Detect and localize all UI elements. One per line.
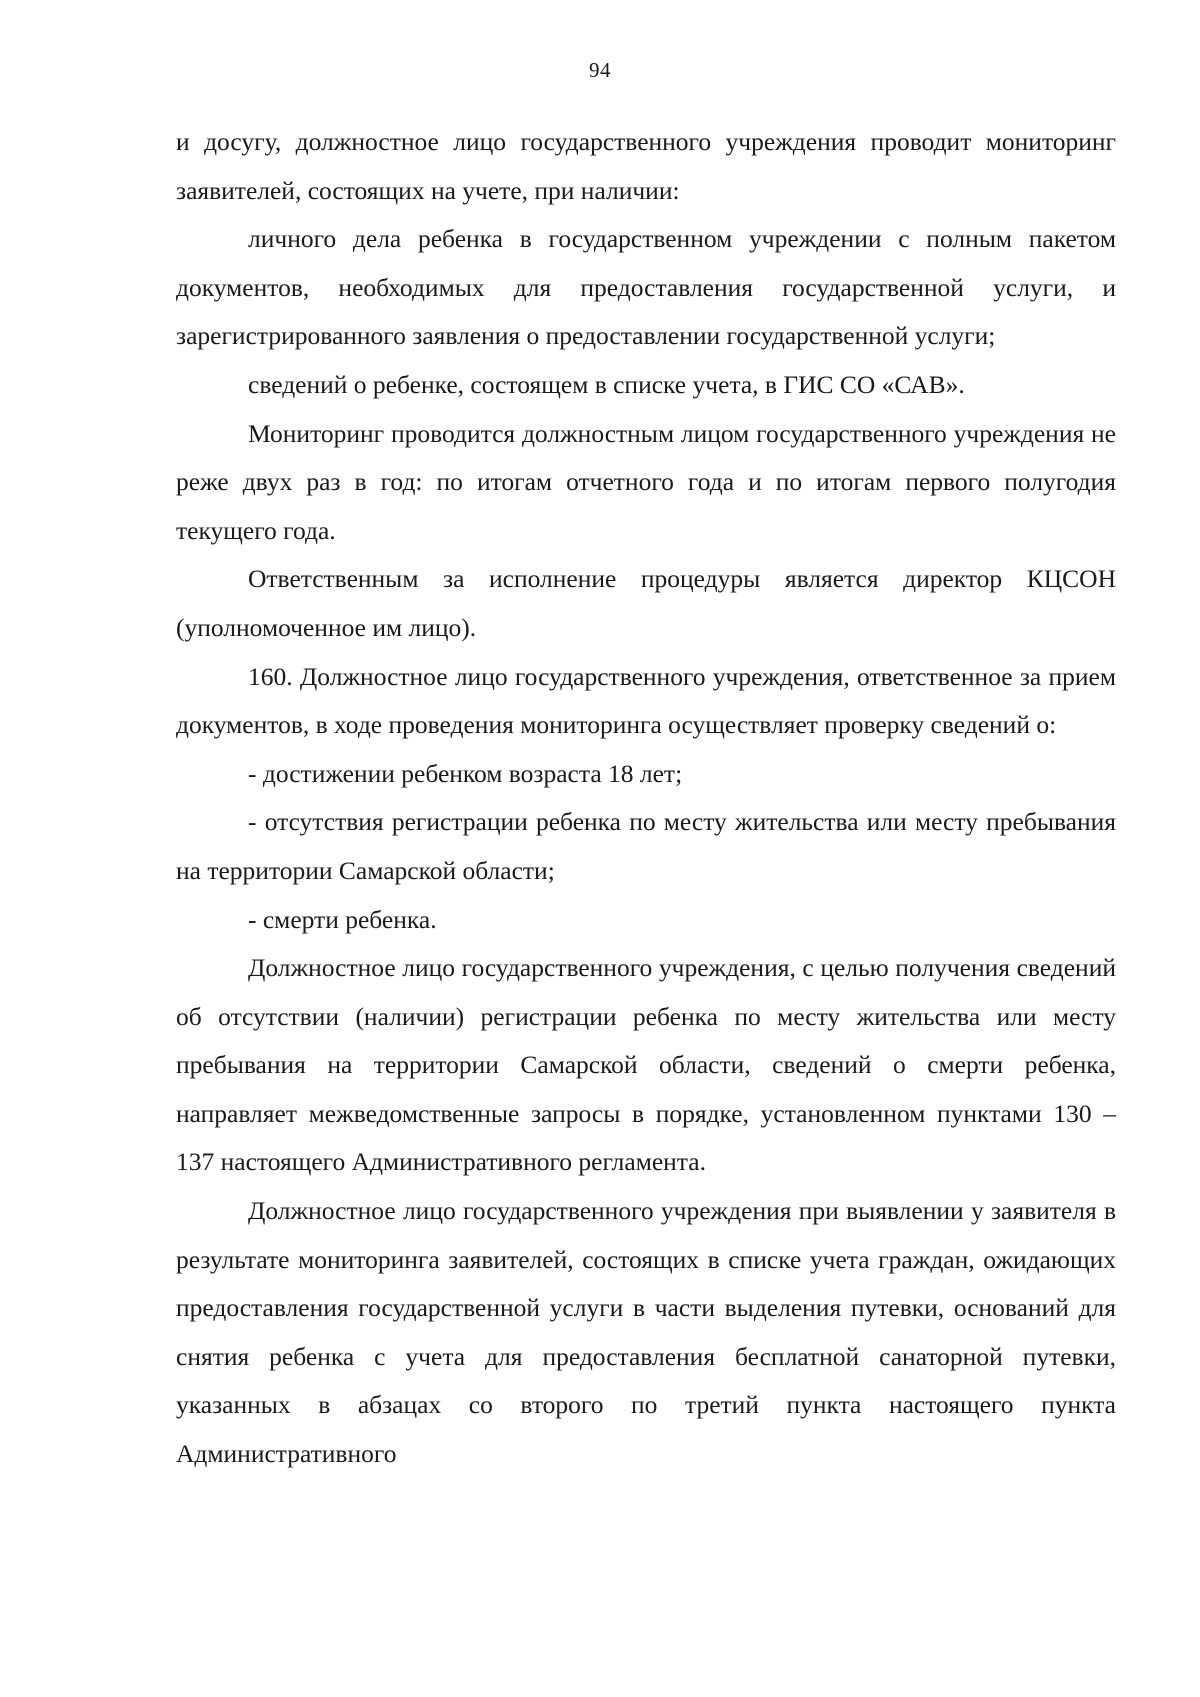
page-number: 94 [589, 58, 611, 82]
paragraph-monitoring-intro: и досугу, должностное лицо государственного учреждения проводит мониторинг заявителей, состоящих на учете, при наличии: [176, 127, 1116, 205]
paragraph-item-160: 160. Должностное лицо государственного учреждения, ответственное за прием документов, в ходе проведения мониторинга осуществляет проверку сведений о: [176, 661, 1116, 740]
paragraph-gis-info: сведений о ребенке, состоящем в списке учета, в ГИС СО «САВ». [248, 369, 965, 399]
paragraph-responsible: Ответственным за исполнение процедуры является директор КЦСОН (уполномоченное им лицо). [176, 564, 1116, 642]
document-body [176, 118, 1116, 1479]
list-item-age: - достижении ребенком возраста 18 лет; [248, 758, 683, 788]
paragraph-monitoring-frequency: Мониторинг проводится должностным лицом государственного учреждения не реже двух раз в год: по итогам отчетного года и по итогам первого полугодия текущего года. [176, 418, 1116, 545]
list-item-death: - смерти ребенка. [248, 904, 437, 934]
paragraph-removal-grounds: Должностное лицо государственного учреждения при выявлении у заявителя в результате мониторинга заявителей, состоящих в списке учета граждан, ожидающих предоставления государственной услуги в части выделения путевки, оснований для снятия ребенка с учета для предоставления бесплатной санаторной путевки, указанных в абзацах со второго по третий пункта настоящего пункта Административного [176, 1196, 1116, 1469]
paragraph-personal-file: личного дела ребенка в государственном учреждении с полным пакетом документов, необходимых для предоставления государственной услуги, и зарегистрированного заявления о предоставлении государственной услуги; [176, 224, 1116, 351]
list-item-registration: - отсутствия регистрации ребенка по месту жительства или месту пребывания на территории Самарской области; [176, 807, 1116, 885]
paragraph-interagency-requests: Должностное лицо государственного учреждения, с целью получения сведений об отсутствии (наличии) регистрации ребенка по месту жительства или месту пребывания на территории Самарской области, сведений о смерти ребенка, направляет межведомственные запросы в порядке, установленном пунктами 130 – 137 настоящего Административного регламента. [176, 953, 1116, 1177]
